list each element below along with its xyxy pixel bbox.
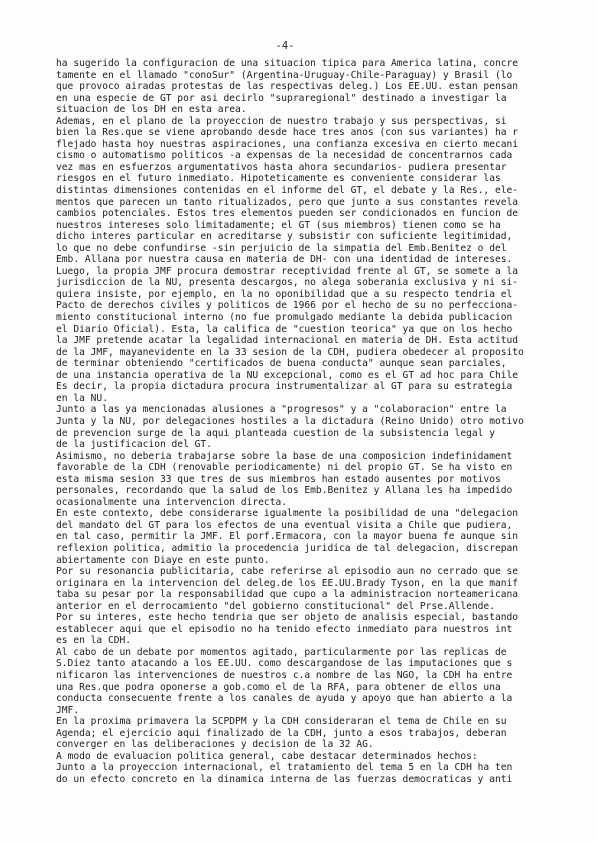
text-line: Es decir, la propia dictadura procura instrumentalizar al GT para su estrategia — [56, 381, 513, 393]
text-line: flejado hasta hoy nuestras aspiraciones, una confianza excesiva en cierto mecani — [56, 138, 519, 150]
text-line: abiertamente con Diaye en este punto. — [56, 554, 270, 566]
text-line: quiera insiste, por ejemplo, en la no oponibilidad que a su respecto tendria el — [56, 288, 513, 300]
text-line: nificaron las intervenciones de nuestros c.a nombre de las NGO, la CDH ha entre — [56, 669, 513, 681]
text-line: taba su pesar por la responsabilidad que cupo a la administracion norteamericana — [56, 589, 519, 601]
text-line: Agenda; el ejercicio aqui finalizado de la CDH, junto a esos trabajos, deberan — [56, 727, 507, 739]
body-text — [56, 58, 596, 785]
text-line: ocasionalmente una intervencion directa. — [56, 496, 288, 508]
text-line: riesgos en el futuro inmediato. Hipoteticamente es conveniente considerar las — [56, 173, 501, 185]
text-line: en la NU. — [56, 392, 108, 404]
text-line: A modo de evaluacion politica general, cabe destacar determinados hechos: — [56, 750, 478, 762]
text-line: Junto a las ya mencionadas alusiones a "progresos" y a "colaboracion" entre la — [56, 404, 507, 416]
text-line: de terminar obteniendo "certificados de buena conducta" aunque sean parciales, — [56, 358, 507, 370]
text-line: Junta y la NU, por delegaciones hostiles a la dictadura (Reino Unido) otro motivo — [56, 415, 524, 427]
text-line: nuestros intereses solo limitadamente; el GT (sus miembros) tienen como se ha — [56, 219, 501, 231]
text-line: de una instancia operativa de la NU excepcional, como es el GT ad hoc para Chile — [56, 369, 519, 381]
text-line: establecer aqui que el episodio no ha tenido efecto inmediato para nuestros int — [56, 623, 513, 635]
text-line: el Diario Oficial). Esta, la califica de "cuestion teorica" ya que on los hecho — [56, 323, 513, 335]
text-line: Por su interes, este hecho tendria que ser objeto de analisis especial, bastando — [56, 612, 519, 624]
text-line: Pacto de derechos civiles y politicos de 1966 por el hecho de su no perfecciona- — [56, 300, 519, 312]
text-line: reflexion politica, admitio la procedencia juridica de tal delegacion, discrepan — [56, 542, 519, 554]
text-line: de prevencion surge de la aqui planteada cuestion de la subsistencia legal y — [56, 427, 495, 439]
text-line: que provoco airadas protestas de las respectivas deleg.) Los EE.UU. estan pensan — [56, 81, 519, 93]
text-line: Por su resonancia publicitaria, cabe referirse al episodio aun no cerrado que se — [56, 566, 519, 578]
text-line: dicho interes particular en acreditarse y subsistir con suficiente legitimidad, — [56, 231, 513, 243]
text-line: del mandato del GT para los efectos de una eventual visita a Chile que pudiera, — [56, 519, 513, 531]
text-line: bien la Res.que se viene aprobando desde hace tres anos (con sus variantes) ha r — [56, 127, 519, 139]
text-line: situacion de los DH en esta area. — [56, 104, 247, 116]
text-line: jurisdiccion de la NU, presenta descargos, no alega soberania exclusiva y ni si- — [56, 277, 519, 289]
text-line: anterior en el derrocamiento "del gobierno constitucional" del Prse.Allende. — [56, 600, 495, 612]
text-line: JMF. — [56, 704, 80, 716]
text-line: conducta consecuente frente a los canales de ayuda y apoyo que han abierto a la — [56, 693, 513, 705]
text-line: vez mas en esfuerzos argumentativos hasta ahora secundarios- pudiera presentar — [56, 161, 507, 173]
text-line: cismo o automatismo politicos -a expensas de la necesidad de concentrarnos cada — [56, 150, 513, 162]
text-line: tamente en el llamado "conoSur" (Argentina-Uruguay-Chile-Paraguay) y Brasil (lo — [56, 69, 513, 81]
text-line: Asimismo, no deberia trabajarse sobre la base de una composicion indefinidament — [56, 450, 513, 462]
text-line: en tal caso, permitir la JMF. El porf.Ermacora, con la mayor buena fe aunque sin — [56, 531, 519, 543]
text-line: originara en la intervencion del deleg.de los EE.UU.Brady Tyson, en la que manif — [56, 577, 519, 589]
text-line: Al cabo de un debate por momentos agitado, particularmente por las replicas de — [56, 646, 507, 658]
text-line: mentos que parecen un tanto ritualizados, pero que junto a sus constantes revela — [56, 196, 519, 208]
text-line: cambios potenciales. Estos tres elementos pueden ser condicionados en funcion de — [56, 208, 519, 220]
text-line: distintas dimensiones contenidas en el informe del GT, el debate y la Res., ele- — [56, 185, 519, 197]
text-line: en una especie de GT por asi decirlo "supraregional" destinado a investigar la — [56, 92, 507, 104]
text-line: Luego, la propia JMF procura demostrar receptividad frente al GT, se somete a la — [56, 265, 519, 277]
text-line: favorable de la CDH (renovable periodicamente) ni del propio GT. Se ha visto en — [56, 462, 513, 474]
text-line: de la justificacion del GT. — [56, 439, 212, 451]
text-line: Ademas, en el plano de la proyeccion de nuestro trabajo y sus perspectivas, si — [56, 115, 507, 127]
text-line: es en la CDH. — [56, 635, 132, 647]
page-number: -4- — [275, 40, 295, 52]
text-line: de la JMF, mayanevidente en la 33 sesion de la CDH, pudiera obedecer al proposito — [56, 346, 524, 358]
text-line: esta misma sesion 33 que tres de sus miembros han estado ausentes por motivos — [56, 473, 501, 485]
text-line: miento constitucional interno (no fue promulgado mediante la debida publicacion — [56, 312, 513, 324]
text-line: En este contexto, debe considerarse igualmente la posibilidad de una "delegacion — [56, 508, 519, 520]
text-line: ha sugerido la configuracion de una situacion tipica para America latina, concre — [56, 58, 519, 69]
text-line: S.Diez tanto atacando a los EE.UU. como descargandose de las imputaciones que s — [56, 658, 513, 670]
text-line: do un efecto concreto en la dinamica interna de las fuerzas democraticas y anti — [56, 773, 513, 785]
text-line: En la proxima primavera la SCPDPM y la CDH consideraran el tema de Chile en su — [56, 716, 507, 728]
text-line: Emb. Allana por nuestra causa en materia de DH- con una identidad de intereses. — [56, 254, 513, 266]
text-line: converger en las deliberaciones y decision de la 32 AG. — [56, 739, 374, 751]
text-line: la JMF pretende acatar la legalidad internacional en materia de DH. Esta actitud — [56, 335, 519, 347]
text-line: una Res.que podra oponerse a gob.como el de la RFA, para obtener de ellos una — [56, 681, 501, 693]
text-line: personales, recordando que la salud de los Emb.Benitez y Allana les ha impedido — [56, 485, 513, 497]
text-line: lo que no debe confundirse -sin perjuicio de la simpatia del Emb.Benitez o del — [56, 242, 507, 254]
text-line: Junto a la proyeccion internacional, el tratamiento del tema 5 en la CDH ha ten — [56, 762, 513, 774]
